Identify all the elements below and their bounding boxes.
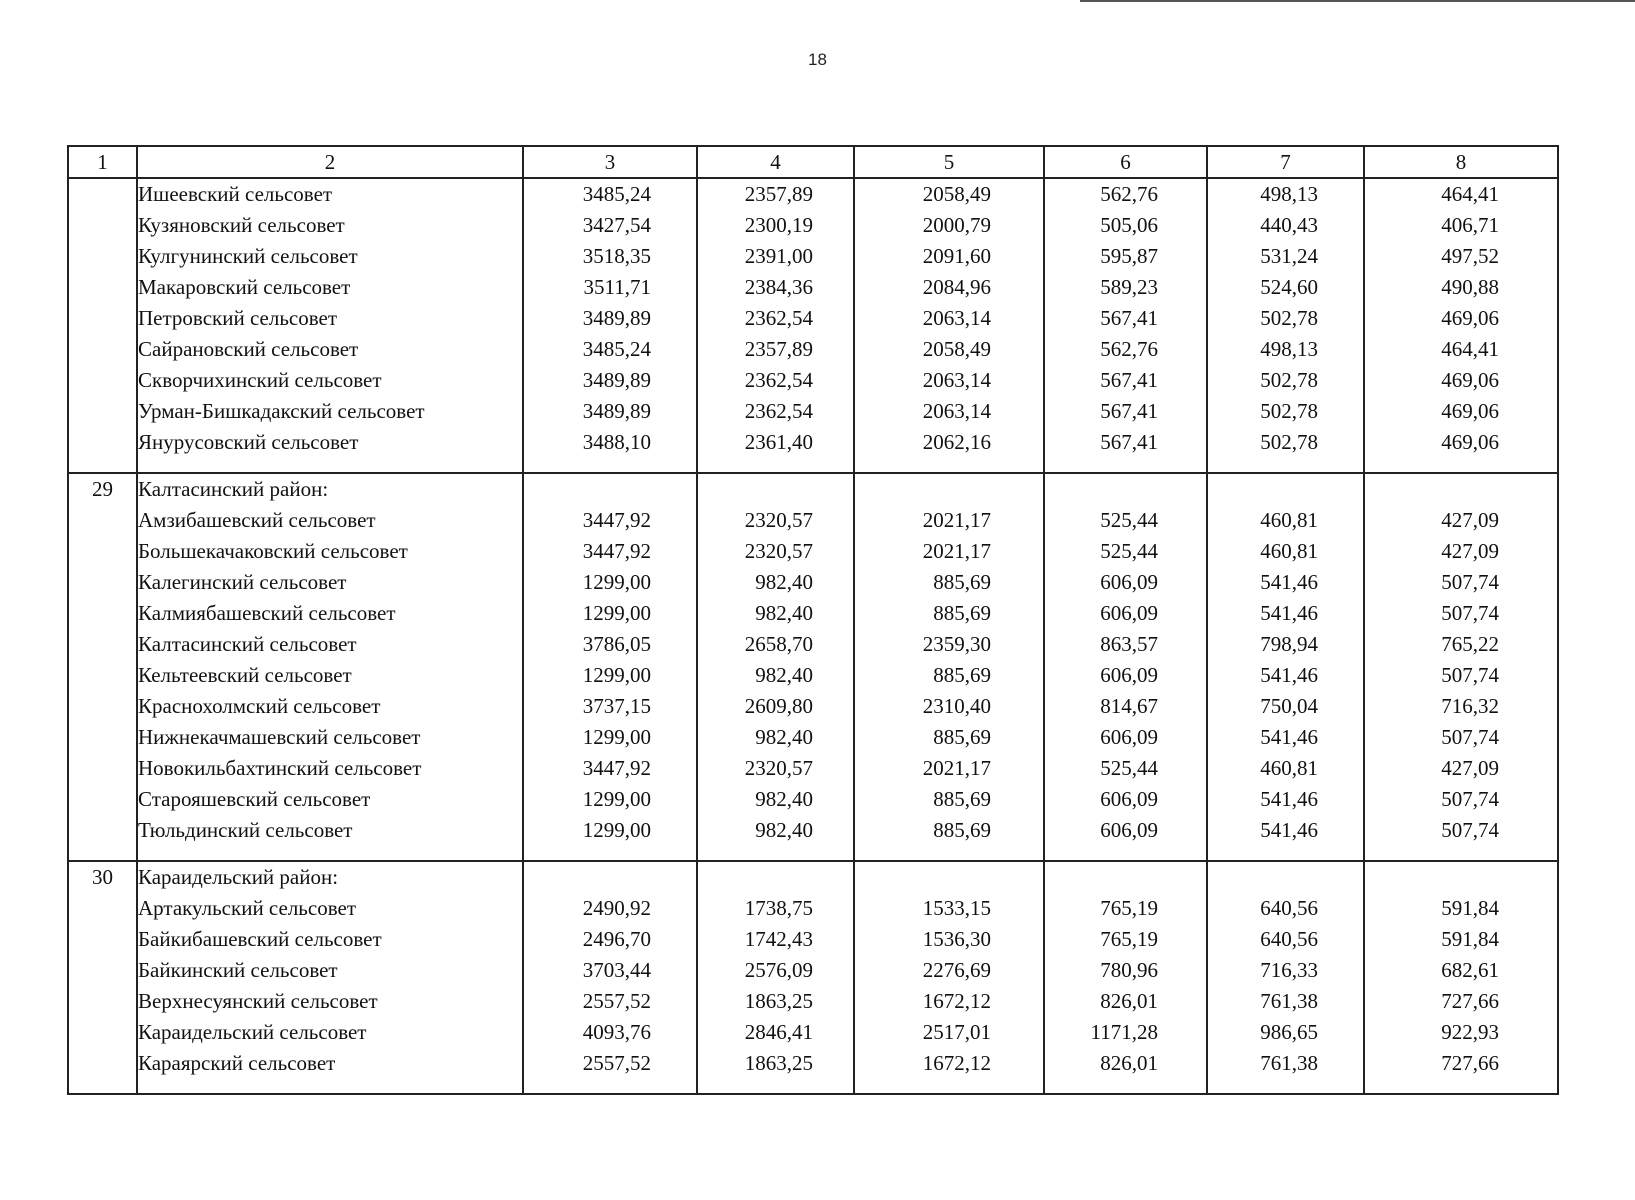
table-body [68, 178, 1558, 1094]
value: 2658,70 [744, 632, 813, 656]
value: 469,06 [1441, 306, 1499, 330]
value: 986,65 [1260, 1020, 1318, 1044]
value: 498,13 [1260, 337, 1318, 361]
value: 2320,57 [744, 756, 813, 780]
value: 1299,00 [582, 570, 651, 594]
group-number-cell [68, 473, 137, 861]
settlement-name: Кузяновский сельсовет [138, 213, 345, 237]
value: 541,46 [1260, 663, 1318, 687]
value: 2846,41 [744, 1020, 813, 1044]
value: 3447,92 [582, 539, 651, 563]
value: 982,40 [755, 818, 813, 842]
group-spacer [138, 458, 522, 472]
value: 3447,92 [582, 508, 651, 532]
value: 780,96 [1100, 958, 1158, 982]
value: 982,40 [755, 601, 813, 625]
group-spacer [1365, 846, 1499, 860]
value: 1299,00 [582, 663, 651, 687]
empty-line [1208, 862, 1318, 893]
value: 885,69 [933, 570, 991, 594]
value: 541,46 [1260, 787, 1318, 811]
value: 3447,92 [582, 756, 651, 780]
value: 1171,28 [1090, 1020, 1158, 1044]
value: 2362,54 [744, 368, 813, 392]
value: 2576,09 [744, 958, 813, 982]
empty-line [1365, 474, 1499, 505]
value: 716,32 [1441, 694, 1499, 718]
settlement-name: Макаровский сельсовет [138, 275, 351, 299]
settlement-name: Байкинский сельсовет [138, 958, 338, 982]
value: 507,74 [1441, 725, 1499, 749]
value: 606,09 [1100, 818, 1158, 842]
value: 2063,14 [922, 399, 991, 423]
value: 541,46 [1260, 570, 1318, 594]
empty-line [855, 474, 991, 505]
group-spacer [524, 1079, 651, 1093]
header-col-3: 3 [523, 146, 697, 178]
value: 2359,30 [922, 632, 991, 656]
value: 3511,71 [583, 275, 651, 299]
value: 1299,00 [582, 725, 651, 749]
value: 427,09 [1441, 756, 1499, 780]
header-row [68, 146, 1558, 178]
value: 567,41 [1100, 368, 1158, 392]
value: 460,81 [1260, 508, 1318, 532]
empty-line [524, 862, 651, 893]
header-col-1: 1 [68, 146, 137, 178]
value: 2384,36 [744, 275, 813, 299]
value: 606,09 [1100, 725, 1158, 749]
value: 2063,14 [922, 306, 991, 330]
value: 2496,70 [582, 927, 651, 951]
empty-line [1365, 862, 1499, 893]
empty-line [855, 862, 991, 893]
value-cell-col-8 [1364, 861, 1558, 1094]
value: 2357,89 [744, 182, 813, 206]
settlement-names-cell [137, 178, 523, 473]
table-row [68, 178, 1558, 473]
value: 1536,30 [922, 927, 991, 951]
settlement-name: Караидельский сельсовет [138, 1020, 367, 1044]
settlement-name: Калтасинский сельсовет [138, 632, 357, 656]
group-spacer [1208, 1079, 1318, 1093]
group-spacer [698, 1079, 813, 1093]
value: 507,74 [1441, 818, 1499, 842]
value: 2320,57 [744, 539, 813, 563]
value: 3703,44 [582, 958, 651, 982]
value-cell-col-6 [1044, 861, 1207, 1094]
value-cell-col-5 [854, 861, 1044, 1094]
value-cell-col-7 [1207, 861, 1364, 1094]
value: 1742,43 [744, 927, 813, 951]
group-number [69, 179, 136, 210]
value-cell-col-6 [1044, 178, 1207, 473]
value: 2021,17 [922, 539, 991, 563]
settlement-name: Караярский сельсовет [138, 1051, 336, 1075]
value: 885,69 [933, 601, 991, 625]
value: 2000,79 [922, 213, 991, 237]
value: 682,61 [1441, 958, 1499, 982]
value: 541,46 [1260, 601, 1318, 625]
value-cell-col-3 [523, 861, 697, 1094]
value: 982,40 [755, 663, 813, 687]
settlement-name: Скворчихинский сельсовет [138, 368, 382, 392]
value: 3489,89 [582, 399, 651, 423]
district-title: Караидельский район: [138, 865, 339, 889]
value-cell-col-6 [1044, 473, 1207, 861]
value: 2021,17 [922, 508, 991, 532]
value-cell-col-8 [1364, 178, 1558, 473]
value-cell-col-5 [854, 178, 1044, 473]
value: 982,40 [755, 725, 813, 749]
value: 606,09 [1100, 570, 1158, 594]
empty-line [524, 474, 651, 505]
value: 2063,14 [922, 368, 991, 392]
value: 3427,54 [582, 213, 651, 237]
settlement-name: Большекачаковский сельсовет [138, 539, 408, 563]
value: 427,09 [1441, 539, 1499, 563]
value: 863,57 [1100, 632, 1158, 656]
value: 640,56 [1260, 927, 1318, 951]
settlement-name: Старояшевский сельсовет [138, 787, 371, 811]
value: 2276,69 [922, 958, 991, 982]
value: 507,74 [1441, 663, 1499, 687]
settlement-name: Байкибашевский сельсовет [138, 927, 382, 951]
value: 2091,60 [922, 244, 991, 268]
value: 1738,75 [744, 896, 813, 920]
value: 3737,15 [582, 694, 651, 718]
header-col-8: 8 [1364, 146, 1558, 178]
value-cell-col-3 [523, 178, 697, 473]
settlement-name: Янурусовский сельсовет [138, 430, 359, 454]
settlement-name: Ишеевский сельсовет [138, 182, 333, 206]
value: 490,88 [1441, 275, 1499, 299]
group-number-cell [68, 861, 137, 1094]
value: 2557,52 [582, 1051, 651, 1075]
value: 826,01 [1100, 1051, 1158, 1075]
value: 541,46 [1260, 818, 1318, 842]
value: 541,46 [1260, 725, 1318, 749]
value: 640,56 [1260, 896, 1318, 920]
settlement-name: Урман-Бишкадакский сельсовет [138, 399, 425, 423]
value-cell-col-5 [854, 473, 1044, 861]
value: 982,40 [755, 787, 813, 811]
value: 885,69 [933, 818, 991, 842]
value: 2084,96 [922, 275, 991, 299]
value: 2058,49 [922, 182, 991, 206]
settlement-name: Кельтеевский сельсовет [138, 663, 352, 687]
table-row [68, 861, 1558, 1094]
value: 727,66 [1441, 989, 1499, 1013]
value: 3485,24 [582, 337, 651, 361]
group-spacer [855, 846, 991, 860]
group-spacer [1208, 846, 1318, 860]
group-spacer [855, 1079, 991, 1093]
value: 507,74 [1441, 787, 1499, 811]
tariff-table [67, 145, 1559, 1095]
value: 497,52 [1441, 244, 1499, 268]
value: 1672,12 [922, 1051, 991, 1075]
value: 2362,54 [744, 306, 813, 330]
empty-line [1045, 474, 1158, 505]
value: 460,81 [1260, 539, 1318, 563]
header-col-6: 6 [1044, 146, 1207, 178]
value: 507,74 [1441, 570, 1499, 594]
settlement-name: Верхнесуянский сельсовет [138, 989, 378, 1013]
value: 765,19 [1100, 896, 1158, 920]
value: 606,09 [1100, 663, 1158, 687]
value: 3489,89 [582, 368, 651, 392]
value: 1299,00 [582, 787, 651, 811]
header-col-2: 2 [137, 146, 523, 178]
table-row [68, 473, 1558, 861]
settlement-name: Калмиябашевский сельсовет [138, 601, 396, 625]
group-spacer [524, 458, 651, 472]
value: 469,06 [1441, 399, 1499, 423]
value-cell-col-3 [523, 473, 697, 861]
settlement-name: Петровский сельсовет [138, 306, 338, 330]
value: 440,43 [1260, 213, 1318, 237]
page-number: 18 [808, 50, 827, 69]
header-col-5: 5 [854, 146, 1044, 178]
settlement-name: Калегинский сельсовет [138, 570, 347, 594]
value: 1863,25 [744, 1051, 813, 1075]
value: 2357,89 [744, 337, 813, 361]
value: 606,09 [1100, 787, 1158, 811]
value: 464,41 [1441, 182, 1499, 206]
value: 885,69 [933, 787, 991, 811]
value: 567,41 [1100, 399, 1158, 423]
value: 502,78 [1260, 306, 1318, 330]
value: 3485,24 [582, 182, 651, 206]
settlement-name: Артакульский сельсовет [138, 896, 356, 920]
value: 2517,01 [922, 1020, 991, 1044]
value-cell-col-7 [1207, 473, 1364, 861]
value: 2361,40 [744, 430, 813, 454]
group-spacer [698, 846, 813, 860]
value: 2058,49 [922, 337, 991, 361]
settlement-name: Кулгунинский сельсовет [138, 244, 358, 268]
value-cell-col-8 [1364, 473, 1558, 861]
value: 765,22 [1441, 632, 1499, 656]
value: 761,38 [1260, 1051, 1318, 1075]
group-spacer [1045, 458, 1158, 472]
group-number-cell [68, 178, 137, 473]
value: 567,41 [1100, 430, 1158, 454]
group-spacer [855, 458, 991, 472]
group-spacer [1365, 458, 1499, 472]
value: 469,06 [1441, 368, 1499, 392]
value: 885,69 [933, 663, 991, 687]
value: 885,69 [933, 725, 991, 749]
value: 567,41 [1100, 306, 1158, 330]
value: 814,67 [1100, 694, 1158, 718]
settlement-names-cell [137, 473, 523, 861]
value: 922,93 [1441, 1020, 1499, 1044]
value-cell-col-7 [1207, 178, 1364, 473]
value: 2391,00 [744, 244, 813, 268]
value: 498,13 [1260, 182, 1318, 206]
value: 595,87 [1100, 244, 1158, 268]
value: 798,94 [1260, 632, 1318, 656]
value: 460,81 [1260, 756, 1318, 780]
value: 507,74 [1441, 601, 1499, 625]
value: 525,44 [1100, 539, 1158, 563]
value: 505,06 [1100, 213, 1158, 237]
value: 464,41 [1441, 337, 1499, 361]
value: 2310,40 [922, 694, 991, 718]
value-cell-col-4 [697, 178, 854, 473]
header-col-4: 4 [697, 146, 854, 178]
group-spacer [1045, 1079, 1158, 1093]
value: 427,09 [1441, 508, 1499, 532]
empty-line [698, 862, 813, 893]
value: 826,01 [1100, 989, 1158, 1013]
value: 589,23 [1100, 275, 1158, 299]
group-spacer [138, 1079, 522, 1093]
value: 1863,25 [744, 989, 813, 1013]
value: 716,33 [1260, 958, 1318, 982]
value: 524,60 [1260, 275, 1318, 299]
value: 2300,19 [744, 213, 813, 237]
value-cell-col-4 [697, 473, 854, 861]
value: 1299,00 [582, 818, 651, 842]
value: 4093,76 [582, 1020, 651, 1044]
value: 469,06 [1441, 430, 1499, 454]
value: 2609,80 [744, 694, 813, 718]
value: 982,40 [755, 570, 813, 594]
value: 727,66 [1441, 1051, 1499, 1075]
empty-line [1045, 862, 1158, 893]
header-col-7: 7 [1207, 146, 1364, 178]
value: 2490,92 [582, 896, 651, 920]
settlement-name: Нижнекачмашевский сельсовет [138, 725, 421, 749]
value: 406,71 [1441, 213, 1499, 237]
settlement-name: Краснохолмский сельсовет [138, 694, 381, 718]
value: 3489,89 [582, 306, 651, 330]
empty-line [698, 474, 813, 505]
group-spacer [138, 846, 522, 860]
settlement-name: Новокильбахтинский сельсовет [138, 756, 422, 780]
value: 502,78 [1260, 430, 1318, 454]
value-cell-col-4 [697, 861, 854, 1094]
settlement-name: Амзибашевский сельсовет [138, 508, 376, 532]
value: 750,04 [1260, 694, 1318, 718]
value: 591,84 [1441, 896, 1499, 920]
group-number: 29 [92, 477, 113, 501]
value: 1533,15 [922, 896, 991, 920]
value: 525,44 [1100, 756, 1158, 780]
group-number: 30 [92, 865, 113, 889]
value: 562,76 [1100, 182, 1158, 206]
settlement-name: Тюльдинский сельсовет [138, 818, 353, 842]
district-title: Калтасинский район: [138, 477, 329, 501]
group-spacer [698, 458, 813, 472]
table-header [68, 146, 1558, 178]
value: 2320,57 [744, 508, 813, 532]
value: 2021,17 [922, 756, 991, 780]
group-spacer [1045, 846, 1158, 860]
value: 591,84 [1441, 927, 1499, 951]
value: 2362,54 [744, 399, 813, 423]
value: 3518,35 [582, 244, 651, 268]
empty-line [1208, 474, 1318, 505]
value: 3488,10 [582, 430, 651, 454]
group-spacer [1365, 1079, 1499, 1093]
group-spacer [1208, 458, 1318, 472]
settlement-name: Сайрановский сельсовет [138, 337, 359, 361]
value: 1299,00 [582, 601, 651, 625]
settlement-names-cell [137, 861, 523, 1094]
value: 761,38 [1260, 989, 1318, 1013]
value: 531,24 [1260, 244, 1318, 268]
value: 525,44 [1100, 508, 1158, 532]
value: 2557,52 [582, 989, 651, 1013]
top-edge-rule [1080, 0, 1635, 2]
value: 1672,12 [922, 989, 991, 1013]
value: 502,78 [1260, 368, 1318, 392]
value: 3786,05 [582, 632, 651, 656]
group-spacer [524, 846, 651, 860]
value: 765,19 [1100, 927, 1158, 951]
value: 502,78 [1260, 399, 1318, 423]
value: 2062,16 [922, 430, 991, 454]
value: 562,76 [1100, 337, 1158, 361]
value: 606,09 [1100, 601, 1158, 625]
